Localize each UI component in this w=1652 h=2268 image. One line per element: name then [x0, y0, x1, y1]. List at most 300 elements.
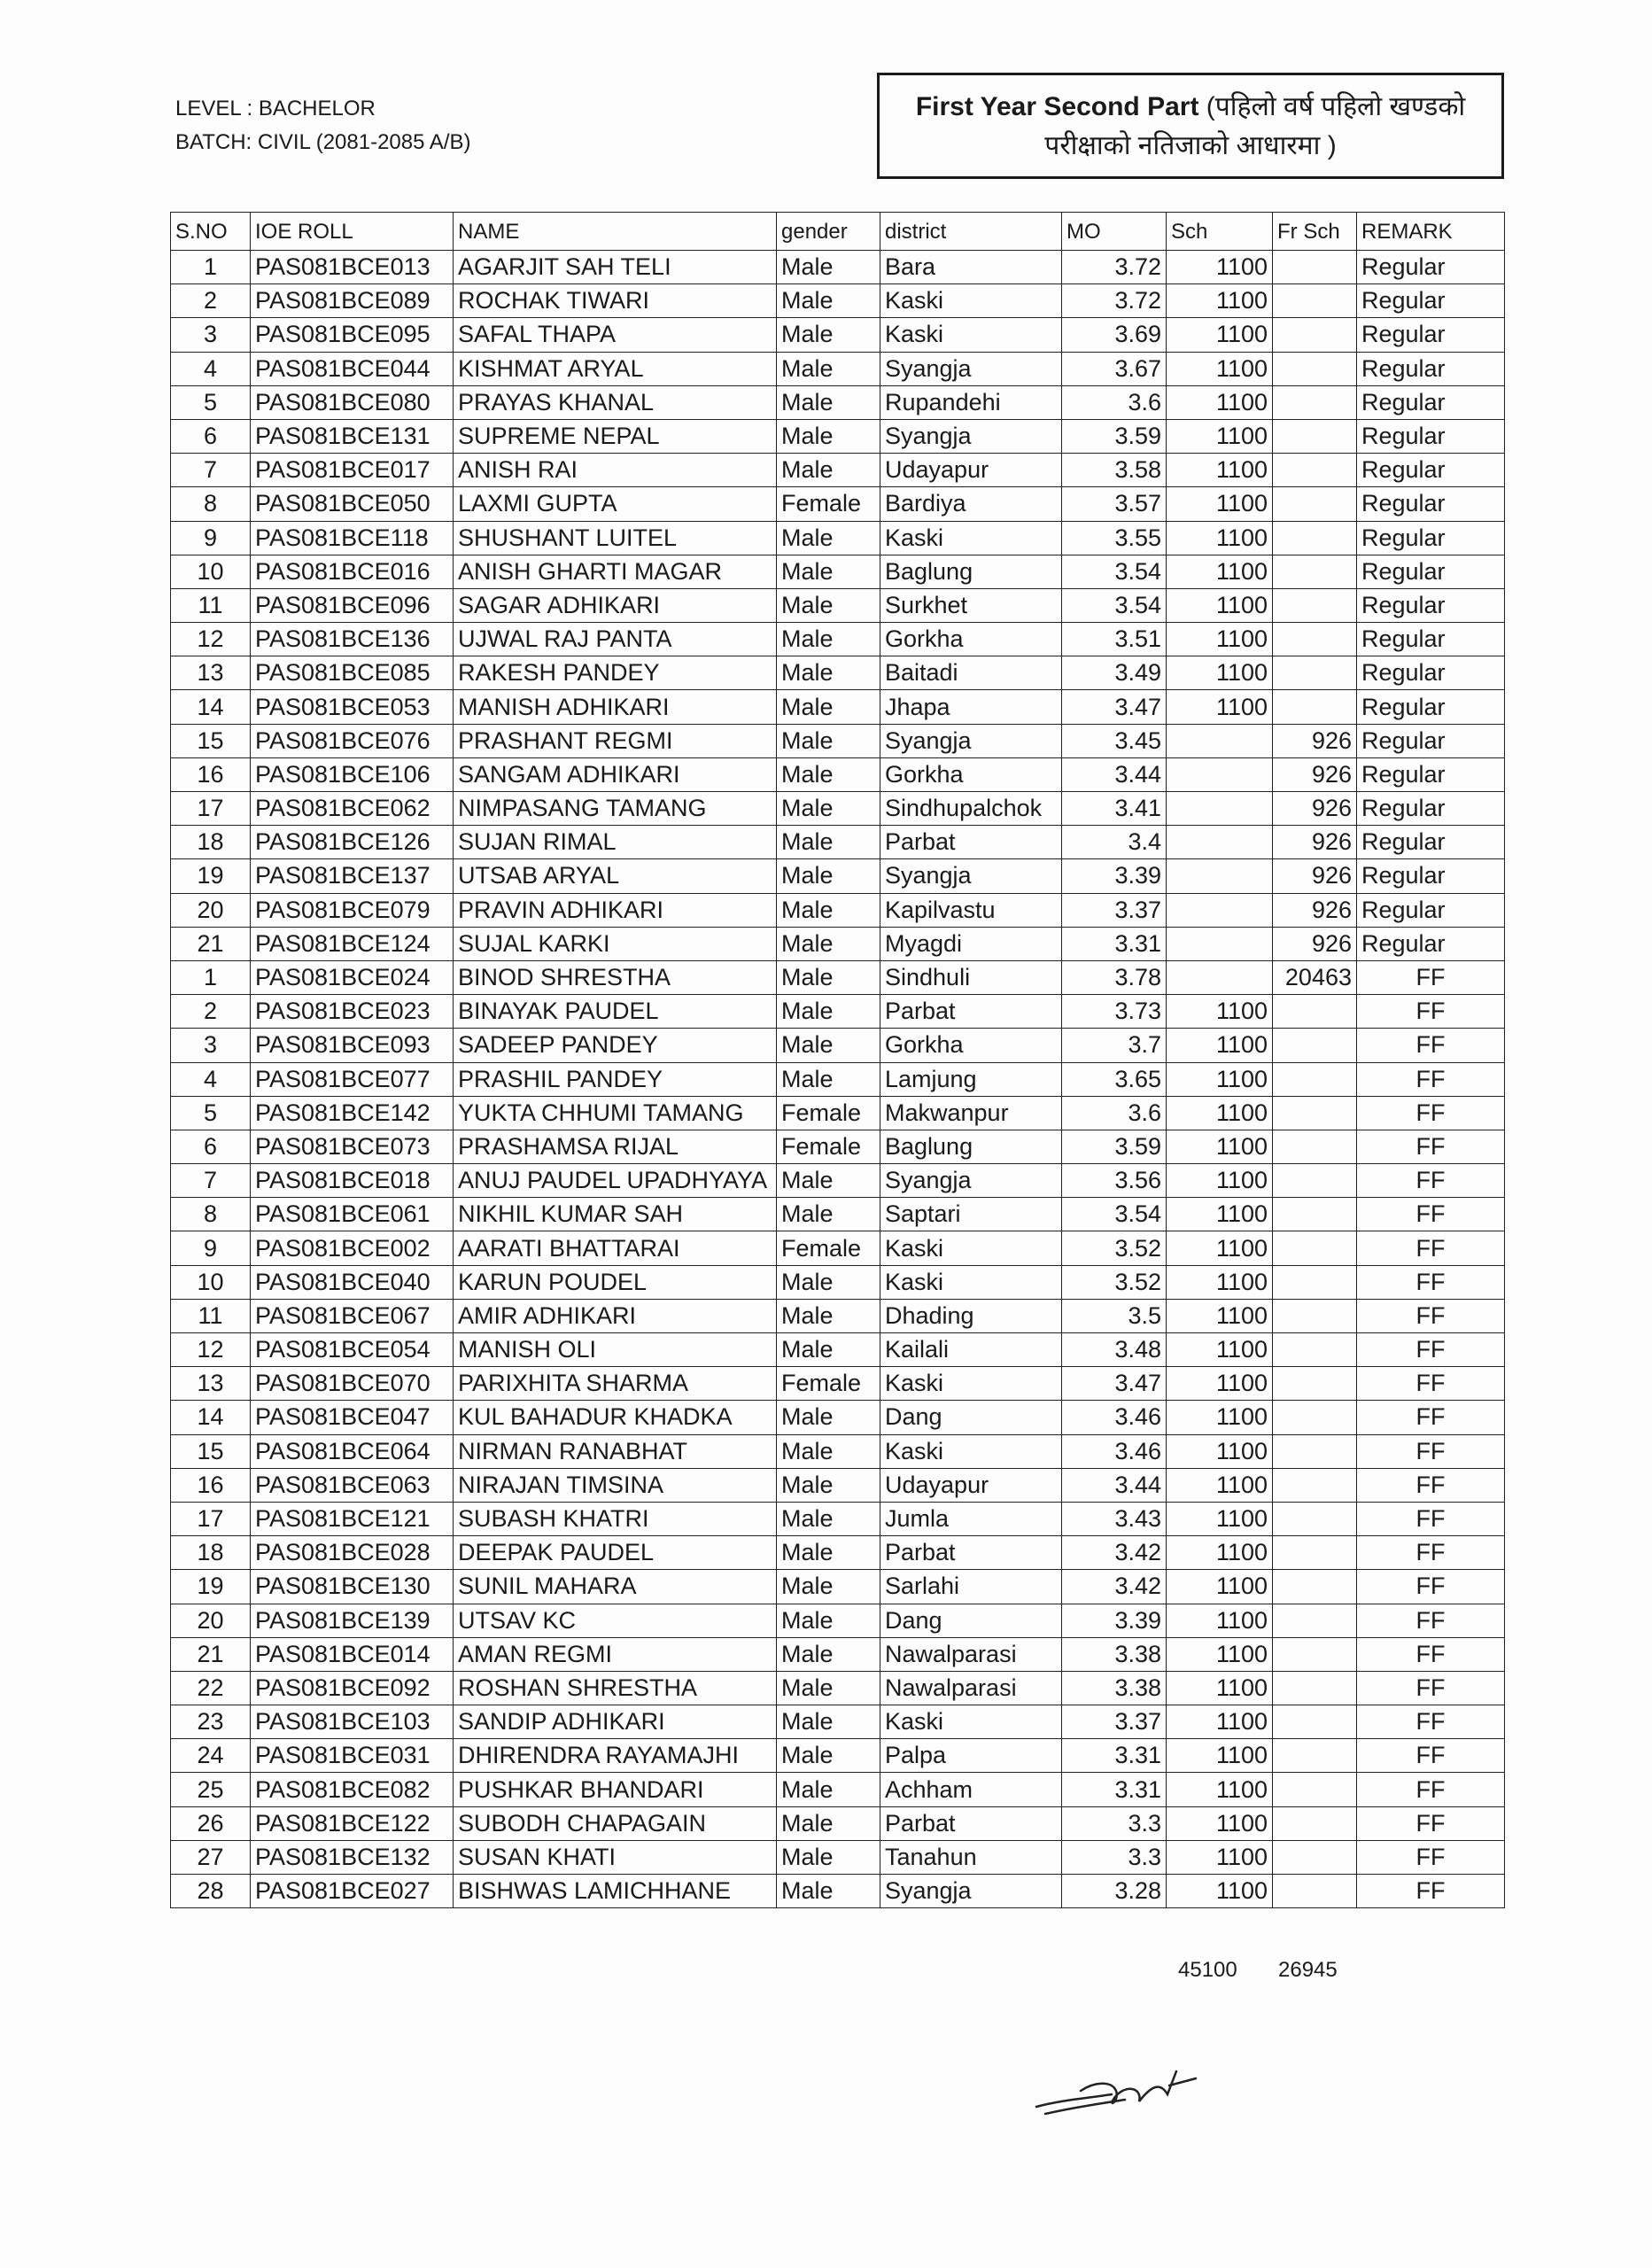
table-row: [171, 690, 1505, 724]
cell-district: Kaski: [880, 1367, 1062, 1401]
cell-sno: 18: [171, 826, 251, 859]
cell-district: Jumla: [880, 1502, 1062, 1535]
cell-gender: Male: [777, 1637, 880, 1671]
table-row: [171, 1130, 1505, 1163]
cell-district: Syangja: [880, 724, 1062, 757]
cell-sch: 1100: [1167, 284, 1273, 318]
cell-remark: Regular: [1357, 757, 1505, 791]
cell-sno: 3: [171, 318, 251, 352]
cell-ioe-roll: PAS081BCE064: [251, 1434, 454, 1468]
cell-district: Sarlahi: [880, 1570, 1062, 1604]
cell-district: Gorkha: [880, 757, 1062, 791]
cell-fr-sch: [1273, 555, 1357, 588]
cell-fr-sch: [1273, 318, 1357, 352]
cell-ioe-roll: PAS081BCE016: [251, 555, 454, 588]
cell-sno: 13: [171, 656, 251, 690]
cell-sch: 1100: [1167, 1265, 1273, 1299]
cell-district: Gorkha: [880, 623, 1062, 656]
cell-district: Baglung: [880, 1130, 1062, 1163]
cell-gender: Male: [777, 1062, 880, 1096]
cell-name: SHUSHANT LUITEL: [454, 521, 777, 555]
cell-gender: Male: [777, 1299, 880, 1332]
cell-name: PRASHIL PANDEY: [454, 1062, 777, 1096]
cell-name: UTSAB ARYAL: [454, 859, 777, 893]
cell-ioe-roll: PAS081BCE053: [251, 690, 454, 724]
table-row: [171, 1029, 1505, 1062]
cell-fr-sch: [1273, 1739, 1357, 1773]
cell-district: Parbat: [880, 995, 1062, 1029]
cell-district: Kaski: [880, 284, 1062, 318]
cell-name: MANISH OLI: [454, 1333, 777, 1367]
cell-ioe-roll: PAS081BCE047: [251, 1401, 454, 1434]
cell-fr-sch: [1273, 419, 1357, 453]
cell-ioe-roll: PAS081BCE093: [251, 1029, 454, 1062]
cell-ioe-roll: PAS081BCE118: [251, 521, 454, 555]
cell-mo: 3.49: [1062, 656, 1167, 690]
cell-gender: Female: [777, 1096, 880, 1130]
cell-remark: FF: [1357, 1164, 1505, 1198]
cell-ioe-roll: PAS081BCE136: [251, 623, 454, 656]
cell-district: Syangja: [880, 419, 1062, 453]
title-main: First Year Second Part: [915, 92, 1199, 121]
cell-remark: FF: [1357, 1773, 1505, 1806]
cell-fr-sch: 926: [1273, 893, 1357, 927]
cell-sch: [1167, 859, 1273, 893]
cell-name: ANISH GHARTI MAGAR: [454, 555, 777, 588]
cell-district: Kapilvastu: [880, 893, 1062, 927]
col-district: district: [880, 213, 1062, 251]
cell-fr-sch: [1273, 623, 1357, 656]
cell-remark: FF: [1357, 1198, 1505, 1231]
results-table: [170, 212, 1505, 1908]
cell-mo: 3.38: [1062, 1671, 1167, 1705]
cell-fr-sch: [1273, 1671, 1357, 1705]
cell-gender: Male: [777, 1739, 880, 1773]
cell-sno: 7: [171, 1164, 251, 1198]
cell-sch: 1100: [1167, 995, 1273, 1029]
cell-sno: 4: [171, 352, 251, 385]
cell-fr-sch: [1273, 1198, 1357, 1231]
table-row: [171, 487, 1505, 521]
cell-sch: [1167, 792, 1273, 826]
cell-name: RAKESH PANDEY: [454, 656, 777, 690]
cell-name: KISHMAT ARYAL: [454, 352, 777, 385]
table-row: [171, 454, 1505, 487]
cell-sno: 3: [171, 1029, 251, 1062]
cell-ioe-roll: PAS081BCE079: [251, 893, 454, 927]
table-row: [171, 1705, 1505, 1739]
cell-sch: 1100: [1167, 1333, 1273, 1367]
cell-sno: 8: [171, 1198, 251, 1231]
cell-remark: Regular: [1357, 588, 1505, 622]
table-row: [171, 792, 1505, 826]
cell-mo: 3.4: [1062, 826, 1167, 859]
cell-ioe-roll: PAS081BCE024: [251, 960, 454, 994]
cell-district: Kaski: [880, 1265, 1062, 1299]
cell-sno: 9: [171, 521, 251, 555]
table-row: [171, 893, 1505, 927]
cell-sno: 12: [171, 1333, 251, 1367]
cell-sch: 1100: [1167, 1468, 1273, 1502]
cell-mo: 3.37: [1062, 893, 1167, 927]
cell-name: LAXMI GUPTA: [454, 487, 777, 521]
cell-ioe-roll: PAS081BCE096: [251, 588, 454, 622]
cell-district: Kailali: [880, 1333, 1062, 1367]
cell-sno: 2: [171, 284, 251, 318]
cell-name: SUBODH CHAPAGAIN: [454, 1806, 777, 1840]
cell-remark: FF: [1357, 1029, 1505, 1062]
cell-fr-sch: [1273, 1265, 1357, 1299]
cell-gender: Male: [777, 792, 880, 826]
table-row: [171, 1536, 1505, 1570]
cell-sch: 1100: [1167, 1536, 1273, 1570]
cell-ioe-roll: PAS081BCE124: [251, 927, 454, 960]
cell-district: Syangja: [880, 352, 1062, 385]
cell-name: PRAYAS KHANAL: [454, 385, 777, 419]
cell-gender: Male: [777, 1164, 880, 1198]
cell-mo: 3.41: [1062, 792, 1167, 826]
cell-ioe-roll: PAS081BCE054: [251, 1333, 454, 1367]
cell-remark: Regular: [1357, 859, 1505, 893]
cell-remark: Regular: [1357, 555, 1505, 588]
col-sch: Sch: [1167, 213, 1273, 251]
cell-gender: Male: [777, 1029, 880, 1062]
cell-fr-sch: [1273, 1130, 1357, 1163]
cell-fr-sch: 926: [1273, 757, 1357, 791]
cell-fr-sch: [1273, 690, 1357, 724]
cell-sno: 24: [171, 1739, 251, 1773]
cell-fr-sch: 20463: [1273, 960, 1357, 994]
cell-mo: 3.48: [1062, 1333, 1167, 1367]
cell-sno: 19: [171, 1570, 251, 1604]
cell-gender: Female: [777, 1231, 880, 1265]
cell-district: Kaski: [880, 1705, 1062, 1739]
cell-gender: Male: [777, 1773, 880, 1806]
cell-sch: 1100: [1167, 1705, 1273, 1739]
cell-ioe-roll: PAS081BCE014: [251, 1637, 454, 1671]
cell-fr-sch: [1273, 1164, 1357, 1198]
cell-mo: 3.6: [1062, 1096, 1167, 1130]
cell-district: Rupandehi: [880, 385, 1062, 419]
cell-sno: 16: [171, 1468, 251, 1502]
cell-ioe-roll: PAS081BCE085: [251, 656, 454, 690]
cell-name: PRASHAMSA RIJAL: [454, 1130, 777, 1163]
cell-sch: 1100: [1167, 656, 1273, 690]
cell-fr-sch: 926: [1273, 792, 1357, 826]
cell-name: AARATI BHATTARAI: [454, 1231, 777, 1265]
cell-ioe-roll: PAS081BCE122: [251, 1806, 454, 1840]
cell-district: Bara: [880, 251, 1062, 284]
cell-name: BISHWAS LAMICHHANE: [454, 1875, 777, 1908]
cell-sno: 15: [171, 724, 251, 757]
cell-name: MANISH ADHIKARI: [454, 690, 777, 724]
total-sch: 45100: [1178, 1958, 1237, 1982]
cell-sch: 1100: [1167, 623, 1273, 656]
cell-ioe-roll: PAS081BCE103: [251, 1705, 454, 1739]
cell-name: PUSHKAR BHANDARI: [454, 1773, 777, 1806]
cell-sno: 1: [171, 960, 251, 994]
cell-district: Tanahun: [880, 1840, 1062, 1874]
cell-fr-sch: [1273, 1773, 1357, 1806]
cell-gender: Male: [777, 1840, 880, 1874]
cell-name: UTSAV KC: [454, 1604, 777, 1637]
cell-fr-sch: [1273, 1502, 1357, 1535]
table-row: [171, 927, 1505, 960]
cell-district: Kaski: [880, 1434, 1062, 1468]
cell-sno: 21: [171, 1637, 251, 1671]
cell-fr-sch: [1273, 1029, 1357, 1062]
cell-gender: Male: [777, 1875, 880, 1908]
cell-sno: 21: [171, 927, 251, 960]
cell-fr-sch: [1273, 1570, 1357, 1604]
cell-sch: 1100: [1167, 1570, 1273, 1604]
cell-gender: Male: [777, 1806, 880, 1840]
cell-remark: Regular: [1357, 826, 1505, 859]
cell-fr-sch: [1273, 1231, 1357, 1265]
cell-mo: 3.31: [1062, 1739, 1167, 1773]
cell-ioe-roll: PAS081BCE040: [251, 1265, 454, 1299]
cell-mo: 3.67: [1062, 352, 1167, 385]
cell-district: Parbat: [880, 1536, 1062, 1570]
cell-sch: 1100: [1167, 1231, 1273, 1265]
cell-mo: 3.47: [1062, 1367, 1167, 1401]
table-row: [171, 757, 1505, 791]
cell-sch: 1100: [1167, 1096, 1273, 1130]
cell-gender: Male: [777, 1333, 880, 1367]
cell-fr-sch: [1273, 385, 1357, 419]
table-row: [171, 960, 1505, 994]
table-row: [171, 1198, 1505, 1231]
cell-district: Baitadi: [880, 656, 1062, 690]
cell-district: Udayapur: [880, 1468, 1062, 1502]
cell-district: Parbat: [880, 826, 1062, 859]
cell-name: UJWAL RAJ PANTA: [454, 623, 777, 656]
cell-district: Syangja: [880, 1164, 1062, 1198]
col-ioe-roll: IOE ROLL: [251, 213, 454, 251]
cell-mo: 3.42: [1062, 1570, 1167, 1604]
cell-district: Syangja: [880, 1875, 1062, 1908]
cell-sno: 14: [171, 690, 251, 724]
table-row: [171, 588, 1505, 622]
cell-mo: 3.72: [1062, 251, 1167, 284]
cell-gender: Male: [777, 1705, 880, 1739]
cell-ioe-roll: PAS081BCE002: [251, 1231, 454, 1265]
cell-mo: 3.3: [1062, 1806, 1167, 1840]
cell-sno: 23: [171, 1705, 251, 1739]
cell-sch: 1100: [1167, 419, 1273, 453]
cell-mo: 3.59: [1062, 419, 1167, 453]
cell-sch: 1100: [1167, 1029, 1273, 1062]
cell-ioe-roll: PAS081BCE089: [251, 284, 454, 318]
cell-sno: 8: [171, 487, 251, 521]
table-row: [171, 1840, 1505, 1874]
cell-fr-sch: [1273, 1333, 1357, 1367]
table-row: [171, 1739, 1505, 1773]
cell-remark: FF: [1357, 1062, 1505, 1096]
header-info: [175, 92, 470, 159]
cell-ioe-roll: PAS081BCE139: [251, 1604, 454, 1637]
cell-remark: FF: [1357, 1096, 1505, 1130]
cell-ioe-roll: PAS081BCE092: [251, 1671, 454, 1705]
cell-mo: 3.51: [1062, 623, 1167, 656]
cell-gender: Male: [777, 419, 880, 453]
cell-remark: FF: [1357, 1502, 1505, 1535]
cell-remark: Regular: [1357, 623, 1505, 656]
cell-ioe-roll: PAS081BCE017: [251, 454, 454, 487]
cell-sch: 1100: [1167, 555, 1273, 588]
cell-fr-sch: [1273, 995, 1357, 1029]
col-mo: MO: [1062, 213, 1167, 251]
cell-ioe-roll: PAS081BCE050: [251, 487, 454, 521]
title-box: [877, 73, 1504, 179]
cell-fr-sch: 926: [1273, 927, 1357, 960]
table-row: [171, 1570, 1505, 1604]
cell-mo: 3.47: [1062, 690, 1167, 724]
cell-district: Saptari: [880, 1198, 1062, 1231]
cell-sno: 17: [171, 792, 251, 826]
cell-district: Baglung: [880, 555, 1062, 588]
cell-district: Sindhuli: [880, 960, 1062, 994]
table-row: [171, 1604, 1505, 1637]
cell-gender: Female: [777, 1367, 880, 1401]
cell-sch: 1100: [1167, 454, 1273, 487]
cell-sno: 7: [171, 454, 251, 487]
table-row: [171, 251, 1505, 284]
cell-district: Kaski: [880, 521, 1062, 555]
cell-ioe-roll: PAS081BCE077: [251, 1062, 454, 1096]
cell-name: YUKTA CHHUMI TAMANG: [454, 1096, 777, 1130]
cell-mo: 3.46: [1062, 1401, 1167, 1434]
cell-sch: 1100: [1167, 487, 1273, 521]
cell-fr-sch: [1273, 1875, 1357, 1908]
cell-remark: Regular: [1357, 251, 1505, 284]
table-row: [171, 1333, 1505, 1367]
cell-name: PRAVIN ADHIKARI: [454, 893, 777, 927]
table-row: [171, 995, 1505, 1029]
cell-mo: 3.59: [1062, 1130, 1167, 1163]
cell-ioe-roll: PAS081BCE073: [251, 1130, 454, 1163]
cell-sch: 1100: [1167, 1401, 1273, 1434]
table-row: [171, 1299, 1505, 1332]
cell-gender: Male: [777, 1401, 880, 1434]
table-row: [171, 385, 1505, 419]
cell-mo: 3.65: [1062, 1062, 1167, 1096]
table-row: [171, 1434, 1505, 1468]
cell-ioe-roll: PAS081BCE121: [251, 1502, 454, 1535]
cell-district: Gorkha: [880, 1029, 1062, 1062]
cell-remark: Regular: [1357, 927, 1505, 960]
cell-fr-sch: [1273, 1062, 1357, 1096]
cell-sch: 1100: [1167, 1434, 1273, 1468]
table-row: [171, 1875, 1505, 1908]
cell-sch: 1100: [1167, 1875, 1273, 1908]
cell-gender: Male: [777, 995, 880, 1029]
cell-remark: Regular: [1357, 792, 1505, 826]
cell-mo: 3.55: [1062, 521, 1167, 555]
cell-remark: FF: [1357, 1468, 1505, 1502]
cell-remark: FF: [1357, 1367, 1505, 1401]
table-row: [171, 419, 1505, 453]
cell-mo: 3.7: [1062, 1029, 1167, 1062]
cell-fr-sch: 926: [1273, 826, 1357, 859]
cell-mo: 3.44: [1062, 757, 1167, 791]
cell-remark: FF: [1357, 1299, 1505, 1332]
cell-gender: Male: [777, 1434, 880, 1468]
table-row: [171, 1671, 1505, 1705]
cell-sno: 13: [171, 1367, 251, 1401]
cell-gender: Male: [777, 385, 880, 419]
cell-name: NIMPASANG TAMANG: [454, 792, 777, 826]
cell-fr-sch: [1273, 588, 1357, 622]
cell-mo: 3.42: [1062, 1536, 1167, 1570]
cell-sch: 1100: [1167, 1671, 1273, 1705]
cell-name: SUJAN RIMAL: [454, 826, 777, 859]
cell-sno: 16: [171, 757, 251, 791]
cell-gender: Male: [777, 690, 880, 724]
cell-sch: [1167, 960, 1273, 994]
cell-sch: [1167, 893, 1273, 927]
cell-mo: 3.58: [1062, 454, 1167, 487]
signature-icon: [1028, 2055, 1222, 2126]
cell-gender: Male: [777, 352, 880, 385]
cell-remark: Regular: [1357, 521, 1505, 555]
cell-mo: 3.54: [1062, 588, 1167, 622]
table-row: [171, 1773, 1505, 1806]
cell-remark: FF: [1357, 1434, 1505, 1468]
cell-mo: 3.52: [1062, 1231, 1167, 1265]
cell-mo: 3.39: [1062, 859, 1167, 893]
table-row: [171, 1468, 1505, 1502]
cell-sno: 20: [171, 1604, 251, 1637]
cell-sno: 11: [171, 588, 251, 622]
cell-remark: Regular: [1357, 385, 1505, 419]
cell-name: BINAYAK PAUDEL: [454, 995, 777, 1029]
cell-ioe-roll: PAS081BCE063: [251, 1468, 454, 1502]
cell-gender: Male: [777, 859, 880, 893]
cell-sch: 1100: [1167, 1367, 1273, 1401]
col-name: NAME: [454, 213, 777, 251]
cell-sch: [1167, 724, 1273, 757]
table-row: [171, 656, 1505, 690]
cell-remark: FF: [1357, 1875, 1505, 1908]
table-row: [171, 826, 1505, 859]
cell-fr-sch: [1273, 1299, 1357, 1332]
cell-fr-sch: [1273, 1434, 1357, 1468]
cell-gender: Female: [777, 487, 880, 521]
cell-sno: 15: [171, 1434, 251, 1468]
cell-district: Dhading: [880, 1299, 1062, 1332]
cell-name: SUSAN KHATI: [454, 1840, 777, 1874]
cell-ioe-roll: PAS081BCE126: [251, 826, 454, 859]
cell-sno: 27: [171, 1840, 251, 1874]
cell-sno: 6: [171, 1130, 251, 1163]
cell-district: Kaski: [880, 1231, 1062, 1265]
cell-fr-sch: 926: [1273, 859, 1357, 893]
cell-sno: 10: [171, 555, 251, 588]
cell-sno: 5: [171, 1096, 251, 1130]
cell-gender: Male: [777, 1502, 880, 1535]
cell-sch: 1100: [1167, 385, 1273, 419]
cell-mo: 3.45: [1062, 724, 1167, 757]
col-fr-sch: Fr Sch: [1273, 213, 1357, 251]
cell-district: Dang: [880, 1604, 1062, 1637]
cell-sch: [1167, 927, 1273, 960]
cell-gender: Male: [777, 1265, 880, 1299]
cell-remark: FF: [1357, 1536, 1505, 1570]
cell-ioe-roll: PAS081BCE106: [251, 757, 454, 791]
cell-mo: 3.52: [1062, 1265, 1167, 1299]
cell-remark: FF: [1357, 1231, 1505, 1265]
